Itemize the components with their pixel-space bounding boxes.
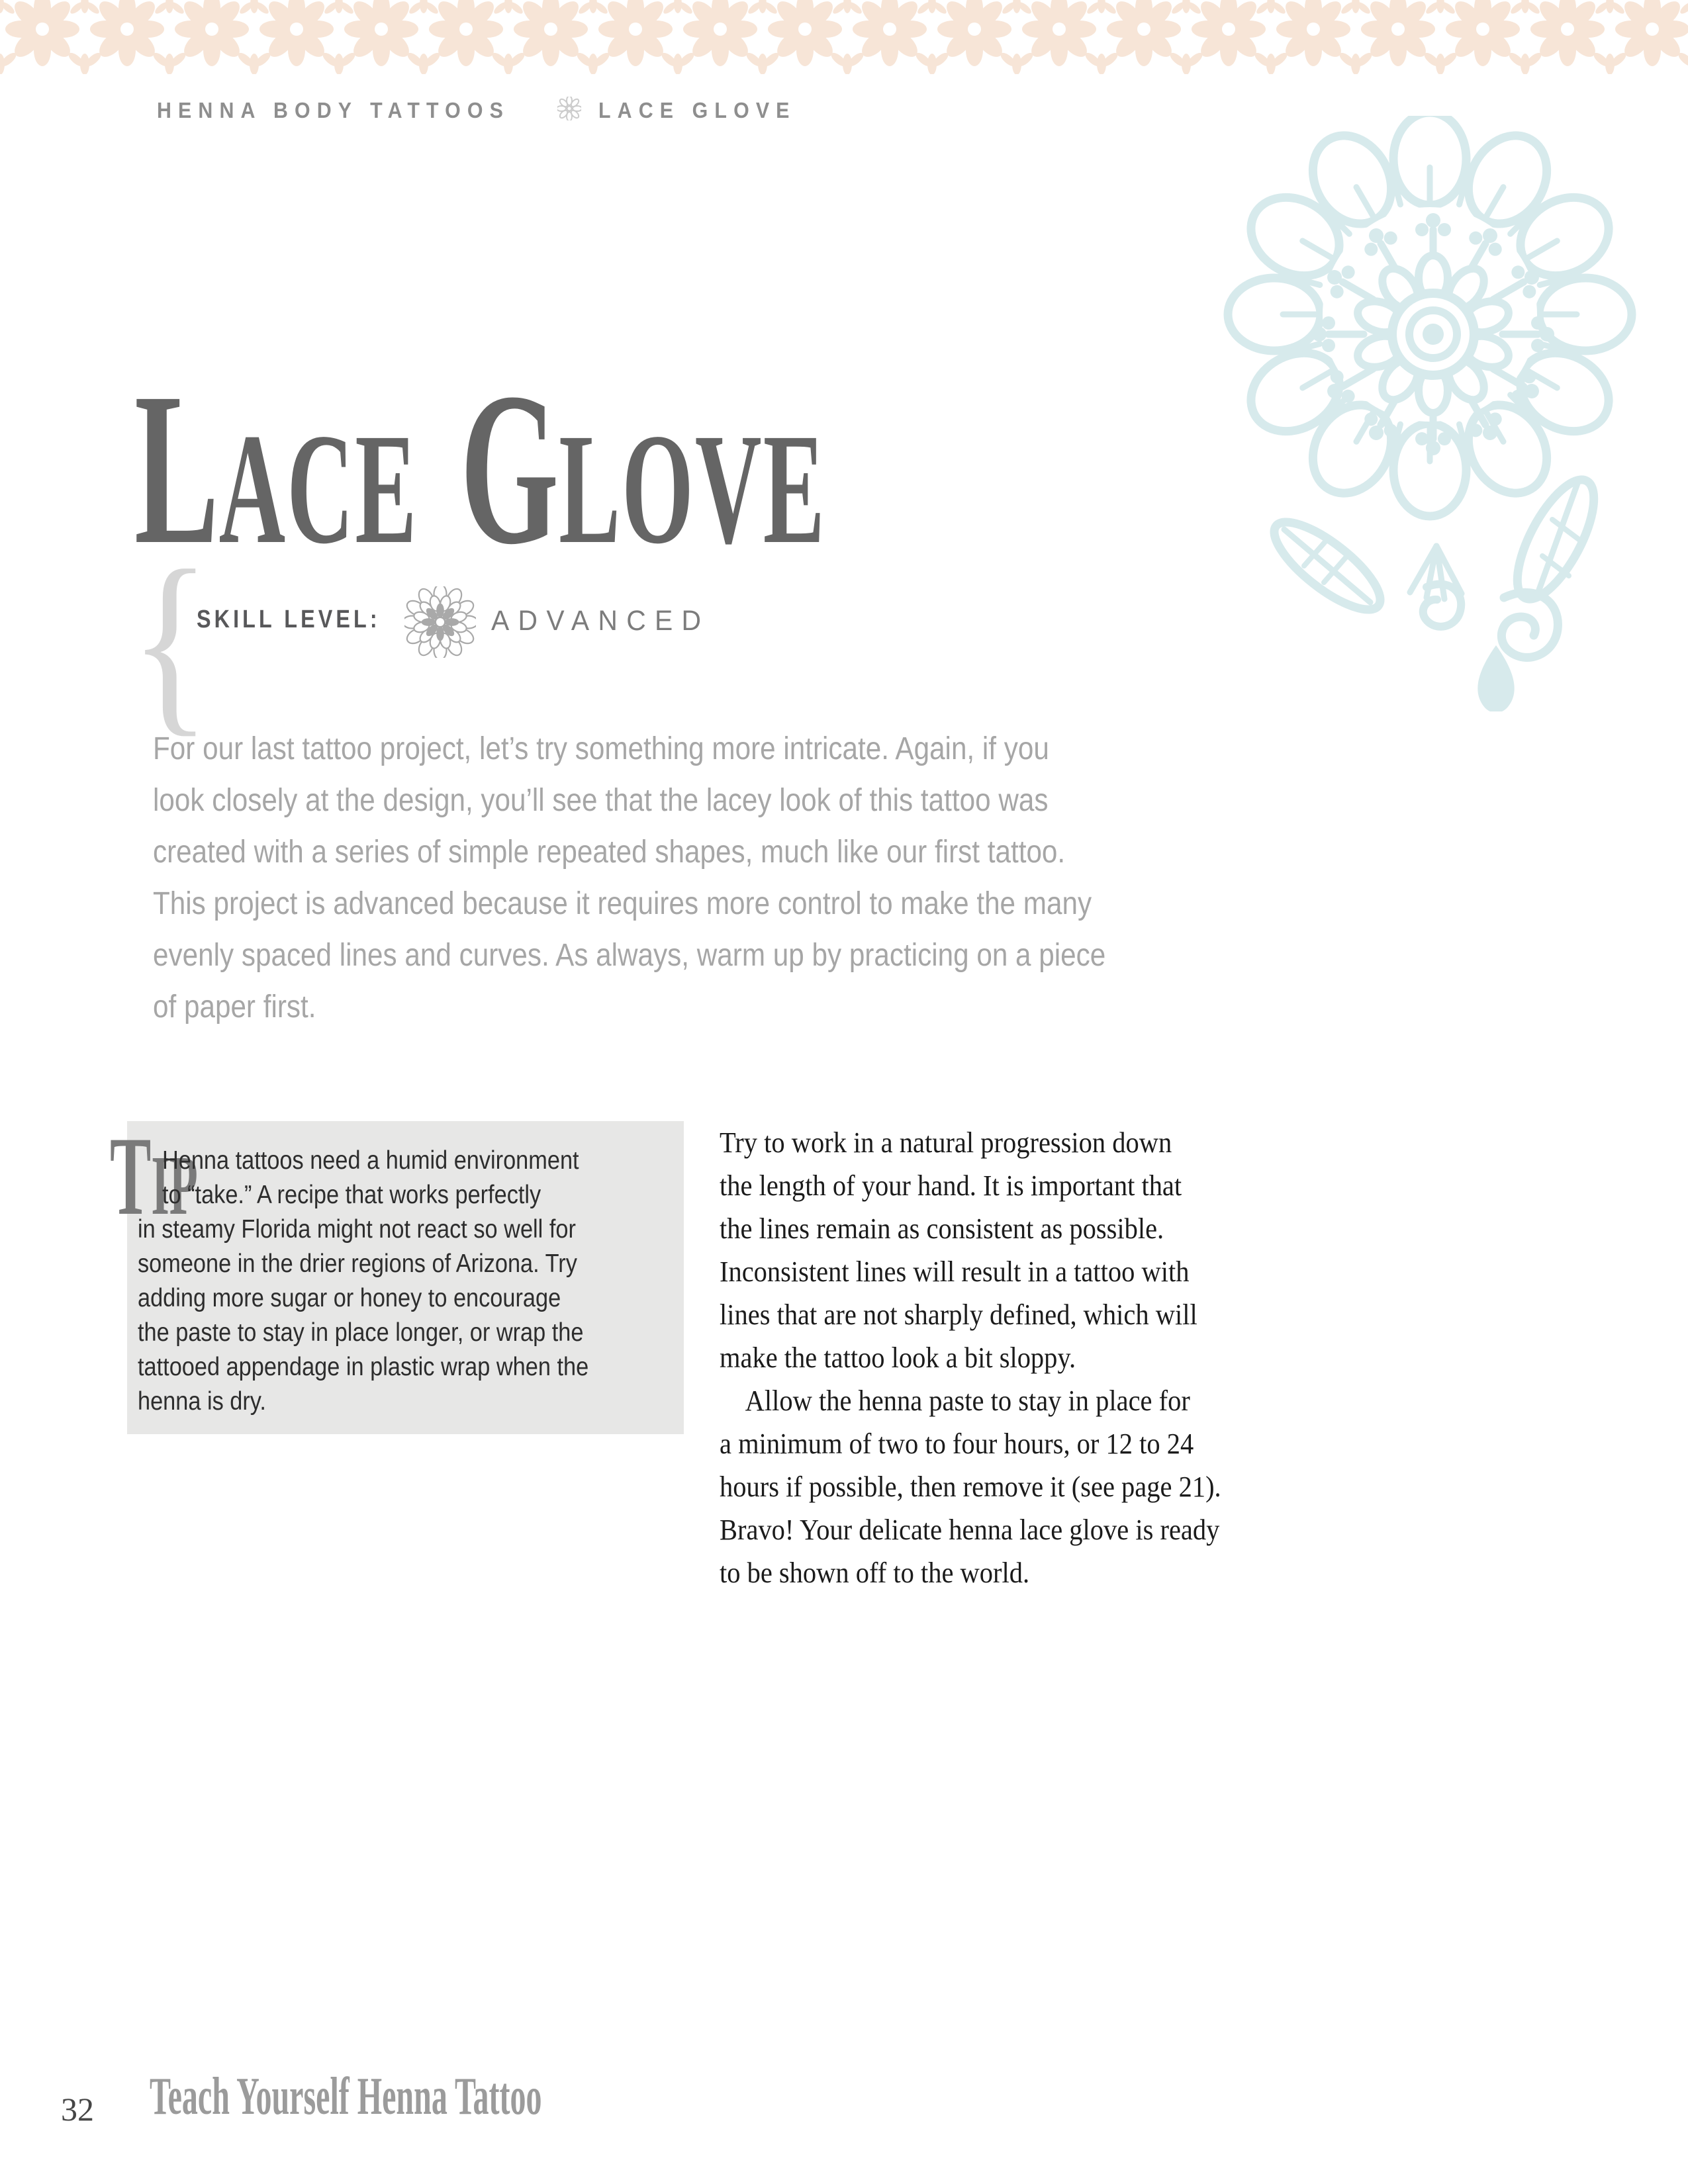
- body-column: [720, 1121, 1221, 1594]
- tip-glyph-t: T: [110, 1114, 152, 1238]
- body-line: Allow the henna paste to stay in place for: [745, 1385, 1190, 1417]
- tip-line: to “take.” A recipe that works perfectly: [162, 1181, 541, 1209]
- title-rest-1: ACE: [218, 400, 418, 576]
- header-section-label: HENNA BODY TATTOOS: [157, 97, 510, 122]
- tip-glyph-ip: IP: [151, 1138, 198, 1232]
- body-line: to be shown off to the world.: [720, 1557, 1030, 1589]
- intro-line: look closely at the design, you’ll see that the lacey look of this tattoo was: [153, 783, 1049, 818]
- body-line: a minimum of two to four hours, or 12 to 24: [720, 1428, 1194, 1460]
- tip-line: adding more sugar or honey to encourage: [138, 1284, 561, 1312]
- title-initial-1: L: [134, 348, 219, 590]
- body-line: make the tattoo look a bit sloppy.: [720, 1342, 1076, 1374]
- book-title: Teach Yourself Henna Tattoo: [150, 2068, 542, 2126]
- title-rest-2: LOVE: [559, 400, 826, 576]
- intro-line: This project is advanced because it requires more control to make the many: [153, 886, 1092, 921]
- skill-level-value: ADVANCED: [491, 605, 710, 637]
- chapter-title: [134, 348, 826, 590]
- header-chapter-label: LACE GLOVE: [598, 97, 796, 122]
- intro-line: For our last tattoo project, let’s try something more intricate. Again, if you: [153, 731, 1049, 766]
- body-line: the lines remain as consistent as possible.: [720, 1212, 1164, 1245]
- tip-line: the paste to stay in place longer, or wrap the: [138, 1318, 584, 1347]
- tip-line: in steamy Florida might not react so well for: [138, 1215, 576, 1244]
- tip-line: someone in the drier regions of Arizona. Try: [138, 1250, 577, 1278]
- intro-line: of paper first.: [153, 989, 316, 1024]
- lace-border-pattern: [0, 0, 1688, 74]
- skill-level-flower-icon: [404, 586, 476, 658]
- body-paragraph-2: [720, 1379, 1221, 1594]
- body-line: Try to work in a natural progression down: [720, 1126, 1172, 1159]
- tip-line: tattooed appendage in plastic wrap when the: [138, 1353, 589, 1381]
- tip-text: [138, 1144, 588, 1419]
- body-line: the length of your hand. It is important that: [720, 1169, 1182, 1202]
- tip-line: henna is dry.: [138, 1387, 266, 1416]
- body-line: lines that are not sharply defined, which will: [720, 1298, 1197, 1331]
- brace-ornament: {: [130, 529, 211, 753]
- body-line: Inconsistent lines will result in a tattoo with: [720, 1255, 1190, 1288]
- body-line: Bravo! Your delicate henna lace glove is ready: [720, 1514, 1220, 1546]
- title-initial-2: G: [460, 348, 559, 590]
- tip-box: [110, 1114, 684, 1434]
- skill-level-label: SKILL LEVEL:: [197, 606, 381, 633]
- henna-flower-decoration: [1218, 116, 1642, 711]
- intro-line: evenly spaced lines and curves. As always, warm up by practicing on a piece: [153, 938, 1106, 973]
- body-paragraph-1: [720, 1121, 1221, 1379]
- tip-line: Henna tattoos need a humid environment: [162, 1146, 579, 1175]
- page-number: 32: [61, 2091, 94, 2128]
- flower-separator-icon: [557, 97, 581, 124]
- intro-paragraph: [153, 723, 1105, 1033]
- running-header: [157, 97, 814, 124]
- body-line: hours if possible, then remove it (see page 21).: [720, 1471, 1221, 1503]
- intro-line: created with a series of simple repeated shapes, much like our first tattoo.: [153, 835, 1066, 870]
